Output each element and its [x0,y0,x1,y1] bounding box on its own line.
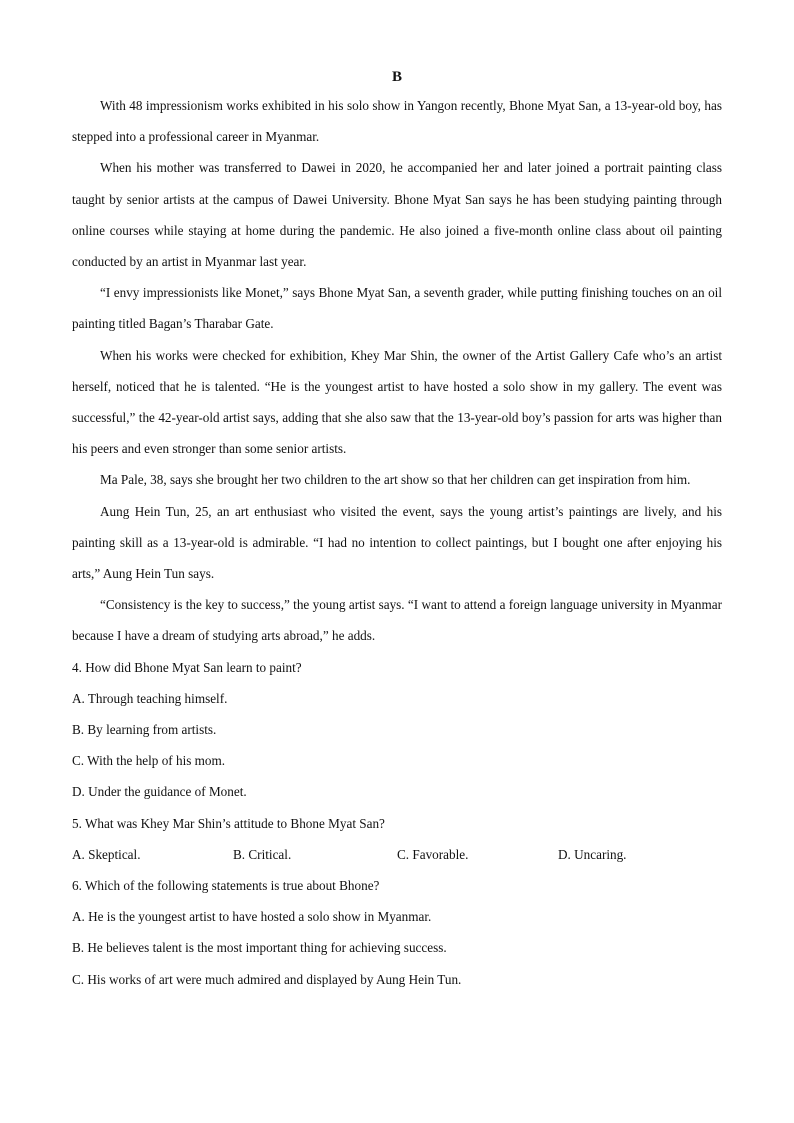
question-5-option-c: C. Favorable. [397,846,469,862]
passage-paragraph-7: “Consistency is the key to success,” the young artist says. “I want to attend a foreign language university in Myanmar because I have a dream of studying arts abroad,” he adds. [72,597,722,644]
passage-paragraph-2: When his mother was transferred to Dawei in 2020, he accompanied her and later joined a portrait painting class taught by senior artists at the campus of Dawei University. Bhone Myat San says he has been studying painting through online courses while staying at home during the pandemic. He also joined a five-month online class about oil painting conducted by an artist in Myanmar last year. [72,160,722,270]
question-4-option-a: A. Through teaching himself. [72,690,228,706]
question-4-option-b: B. By learning from artists. [72,722,217,738]
question-6-option-c: C. His works of art were much admired and displayed by Aung Hein Tun. [72,971,462,987]
passage-paragraph-6: Aung Hein Tun, 25, an art enthusiast who visited the event, says the young artist’s paintings are lively, and his painting skill as a 13-year-old is admirable. “I had no intention to collect paintings, but I bought one after enjoying his arts,” Aung Hein Tun says. [72,503,722,582]
passage-paragraph-4: When his works were checked for exhibition, Khey Mar Shin, the owner of the Artist Gallery Cafe who’s an artist herself, noticed that he is talented. “He is the youngest artist to have hosted a solo show in my gallery. The event was successful,” the 42-year-old artist says, adding that she also saw that the 13-year-old boy’s passion for arts was higher than his peers and even stronger than some senior artists. [72,347,722,457]
question-5-option-a: A. Skeptical. [72,846,141,862]
question-4 [72,652,722,808]
question-5-option-d: D. Uncaring. [558,846,627,862]
question-5-stem: 5. What was Khey Mar Shin’s attitude to Bhone Myat San? [72,815,385,831]
passage-paragraph-3: “I envy impressionists like Monet,” says Bhone Myat San, a seventh grader, while putting finishing touches on an oil painting titled Bagan’s Tharabar Gate. [72,285,722,332]
question-6-stem: 6. Which of the following statements is true about Bhone? [72,878,380,894]
passage-paragraph-1: With 48 impressionism works exhibited in his solo show in Yangon recently, Bhone Myat San, a 13-year-old boy, has stepped into a professional career in Myanmar. [72,98,722,145]
section-title: B [391,69,402,85]
question-4-option-c: C. With the help of his mom. [72,753,226,769]
question-5-options [72,839,722,870]
document-page [72,66,722,995]
reading-passage [72,90,722,652]
question-6-option-a: A. He is the youngest artist to have hosted a solo show in Myanmar. [72,909,432,925]
question-6-option-b: B. He believes talent is the most important thing for achieving success. [72,940,447,956]
question-5 [72,808,722,870]
question-5-option-b: B. Critical. [233,846,292,862]
question-6 [72,870,722,995]
question-4-option-d: D. Under the guidance of Monet. [72,784,247,800]
question-4-stem: 4. How did Bhone Myat San learn to paint? [72,659,302,675]
passage-paragraph-5: Ma Pale, 38, says she brought her two children to the art show so that her children can get inspiration from him. [100,472,691,488]
